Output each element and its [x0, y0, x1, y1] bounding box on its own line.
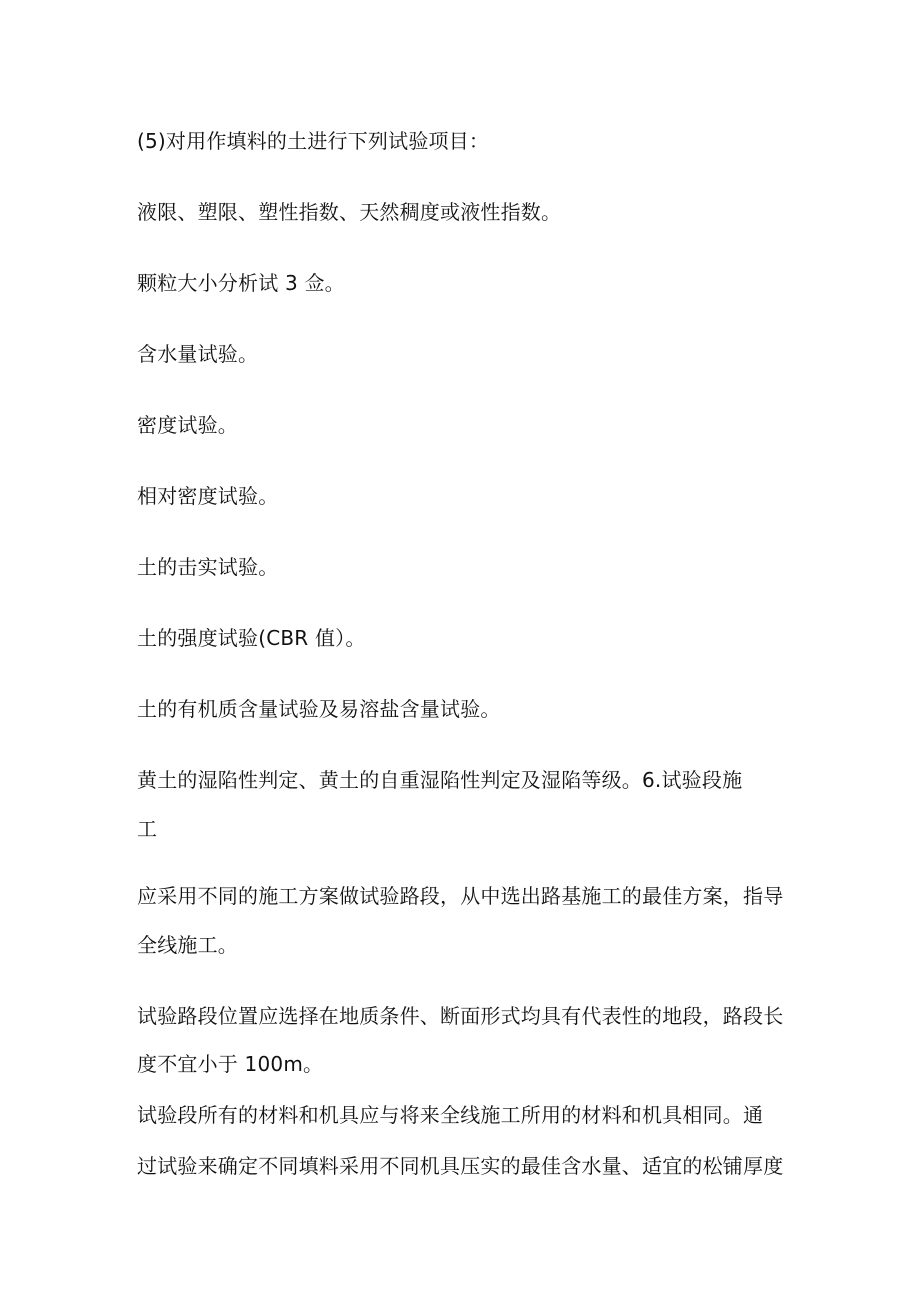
text-line-moisture-content: 含水量试验。 [137, 342, 259, 366]
text-line-trial-equipment-cont: 过试验来确定不同填料采用不同机具压实的最佳含水量、适宜的松铺厚度 [137, 1154, 784, 1178]
text-line-trial-location: 试验路段位置应选择在地质条件、断面形式均具有代表性的地段，路段长 [137, 1004, 784, 1028]
text-line-particle-size: 颗粒大小分析试 3 佥。 [137, 271, 345, 295]
text-line-test-items-heading: (5)对用作填料的土进行下列试验项目： [137, 129, 490, 153]
text-line-trial-location-cont: 度不宜小于 100m。 [137, 1052, 324, 1076]
text-line-compaction-test: 土的击实试验。 [137, 555, 279, 579]
text-line-trial-equipment: 试验段所有的材料和机具应与将来全线施工所用的材料和机具相同。通 [137, 1103, 764, 1127]
text-line-relative-density: 相对密度试验。 [137, 484, 279, 508]
text-line-liquid-limit: 液限、塑限、塑性指数、天然稠度或液性指数。 [137, 200, 562, 224]
text-line-loess-collapsibility: 黄土的湿陷性判定、黄土的自重湿陷性判定及湿陷等级。6.试验段施 [137, 768, 743, 792]
text-line-cbr-test: 土的强度试验(CBR 值）。 [137, 626, 366, 650]
text-line-loess-continued: 工 [137, 817, 158, 841]
text-line-trial-section-plan: 应采用不同的施工方案做试验路段，从中选出路基施工的最佳方案，指导 [137, 884, 784, 908]
text-line-organic-salt-test: 土的有机质含量试验及易溶盐含量试验。 [137, 697, 501, 721]
text-line-density-test: 密度试验。 [137, 413, 238, 437]
text-line-trial-section-plan-cont: 全线施工。 [137, 933, 238, 957]
